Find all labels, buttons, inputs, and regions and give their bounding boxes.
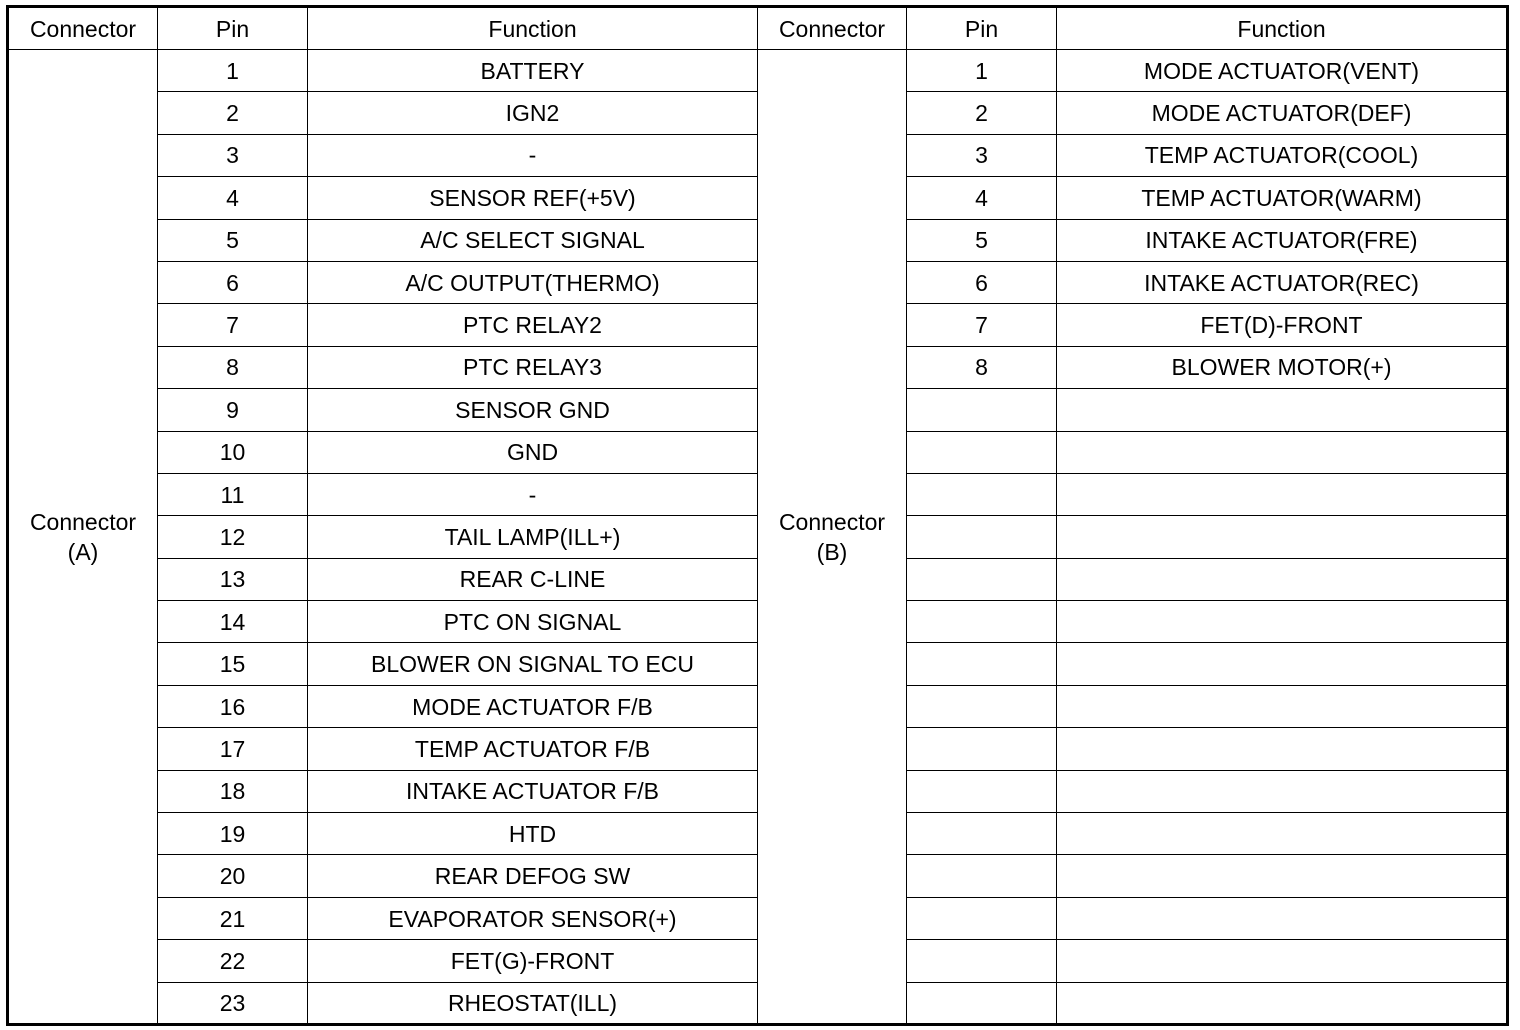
pin-b-cell: 6 (907, 261, 1057, 303)
pin-a-cell: 8 (158, 346, 308, 388)
pin-b-cell (907, 601, 1057, 643)
pin-b-cell: 8 (907, 346, 1057, 388)
function-a-cell: A/C SELECT SIGNAL (308, 219, 758, 261)
connector-a-name: (A) (67, 538, 99, 565)
function-b-cell (1057, 685, 1508, 727)
connector-pin-table (6, 5, 1509, 1026)
pin-b-cell (907, 431, 1057, 473)
pin-b-cell (907, 813, 1057, 855)
pin-a-cell: 6 (158, 261, 308, 303)
function-b-cell (1057, 982, 1508, 1024)
pin-a-cell: 5 (158, 219, 308, 261)
function-a-cell: REAR DEFOG SW (308, 855, 758, 897)
function-b-cell: MODE ACTUATOR(VENT) (1057, 50, 1508, 92)
function-a-cell: SENSOR GND (308, 389, 758, 431)
header-pin-a: Pin (158, 7, 308, 50)
function-b-cell (1057, 431, 1508, 473)
connector-b-cell (758, 50, 907, 1025)
pin-b-cell (907, 643, 1057, 685)
function-b-cell (1057, 516, 1508, 558)
function-a-cell: BLOWER ON SIGNAL TO ECU (308, 643, 758, 685)
pin-a-cell: 14 (158, 601, 308, 643)
pin-a-cell: 7 (158, 304, 308, 346)
header-connector-a: Connector (8, 7, 158, 50)
connector-a-label: Connector (29, 508, 137, 535)
function-b-cell: MODE ACTUATOR(DEF) (1057, 92, 1508, 134)
function-b-cell (1057, 389, 1508, 431)
pin-a-cell: 1 (158, 50, 308, 92)
function-a-cell: RHEOSTAT(ILL) (308, 982, 758, 1024)
pin-a-cell: 2 (158, 92, 308, 134)
pin-b-cell (907, 685, 1057, 727)
pin-b-cell: 7 (907, 304, 1057, 346)
pin-a-cell: 23 (158, 982, 308, 1024)
function-a-cell: GND (308, 431, 758, 473)
function-a-cell: PTC ON SIGNAL (308, 601, 758, 643)
header-function-b: Function (1057, 7, 1508, 50)
function-b-cell (1057, 728, 1508, 770)
pin-b-cell: 2 (907, 92, 1057, 134)
header-pin-b: Pin (907, 7, 1057, 50)
connector-a-cell (8, 50, 158, 1025)
pin-b-cell (907, 389, 1057, 431)
table-header-row (8, 7, 1508, 50)
pin-a-cell: 22 (158, 940, 308, 982)
function-a-cell: PTC RELAY3 (308, 346, 758, 388)
pin-b-cell: 5 (907, 219, 1057, 261)
function-b-cell (1057, 601, 1508, 643)
function-b-cell (1057, 813, 1508, 855)
table-row (8, 50, 1508, 92)
function-a-cell: A/C OUTPUT(THERMO) (308, 261, 758, 303)
pin-a-cell: 18 (158, 770, 308, 812)
pin-b-cell (907, 473, 1057, 515)
pin-a-cell: 12 (158, 516, 308, 558)
table-body (8, 50, 1508, 1025)
pin-b-cell (907, 982, 1057, 1024)
function-b-cell (1057, 897, 1508, 939)
pin-a-cell: 17 (158, 728, 308, 770)
function-b-cell (1057, 855, 1508, 897)
header-connector-b: Connector (758, 7, 907, 50)
function-b-cell (1057, 473, 1508, 515)
pin-b-cell (907, 558, 1057, 600)
function-a-cell: BATTERY (308, 50, 758, 92)
pin-a-cell: 10 (158, 431, 308, 473)
pin-a-cell: 20 (158, 855, 308, 897)
function-b-cell (1057, 558, 1508, 600)
pin-b-cell (907, 855, 1057, 897)
pin-b-cell: 4 (907, 177, 1057, 219)
function-a-cell: - (308, 134, 758, 176)
pin-a-cell: 3 (158, 134, 308, 176)
pin-b-cell (907, 516, 1057, 558)
function-a-cell: REAR C-LINE (308, 558, 758, 600)
pin-a-cell: 15 (158, 643, 308, 685)
pin-b-cell (907, 897, 1057, 939)
pin-a-cell: 19 (158, 813, 308, 855)
function-b-cell (1057, 643, 1508, 685)
pin-b-cell: 1 (907, 50, 1057, 92)
function-b-cell: FET(D)-FRONT (1057, 304, 1508, 346)
function-b-cell: BLOWER MOTOR(+) (1057, 346, 1508, 388)
function-b-cell: TEMP ACTUATOR(WARM) (1057, 177, 1508, 219)
function-a-cell: TEMP ACTUATOR F/B (308, 728, 758, 770)
function-a-cell: HTD (308, 813, 758, 855)
function-b-cell (1057, 940, 1508, 982)
function-a-cell: - (308, 473, 758, 515)
function-a-cell: INTAKE ACTUATOR F/B (308, 770, 758, 812)
function-a-cell: FET(G)-FRONT (308, 940, 758, 982)
function-b-cell (1057, 770, 1508, 812)
function-a-cell: TAIL LAMP(ILL+) (308, 516, 758, 558)
function-a-cell: SENSOR REF(+5V) (308, 177, 758, 219)
function-a-cell: MODE ACTUATOR F/B (308, 685, 758, 727)
pin-b-cell: 3 (907, 134, 1057, 176)
pin-b-cell (907, 770, 1057, 812)
function-a-cell: IGN2 (308, 92, 758, 134)
pin-a-cell: 11 (158, 473, 308, 515)
pin-a-cell: 13 (158, 558, 308, 600)
function-b-cell: INTAKE ACTUATOR(FRE) (1057, 219, 1508, 261)
pin-a-cell: 16 (158, 685, 308, 727)
header-function-a: Function (308, 7, 758, 50)
pin-b-cell (907, 940, 1057, 982)
pin-a-cell: 4 (158, 177, 308, 219)
connector-b-label: Connector (778, 508, 886, 535)
function-a-cell: EVAPORATOR SENSOR(+) (308, 897, 758, 939)
function-b-cell: INTAKE ACTUATOR(REC) (1057, 261, 1508, 303)
function-a-cell: PTC RELAY2 (308, 304, 758, 346)
function-b-cell: TEMP ACTUATOR(COOL) (1057, 134, 1508, 176)
connector-b-name: (B) (816, 538, 848, 565)
pin-b-cell (907, 728, 1057, 770)
pin-a-cell: 9 (158, 389, 308, 431)
pin-a-cell: 21 (158, 897, 308, 939)
